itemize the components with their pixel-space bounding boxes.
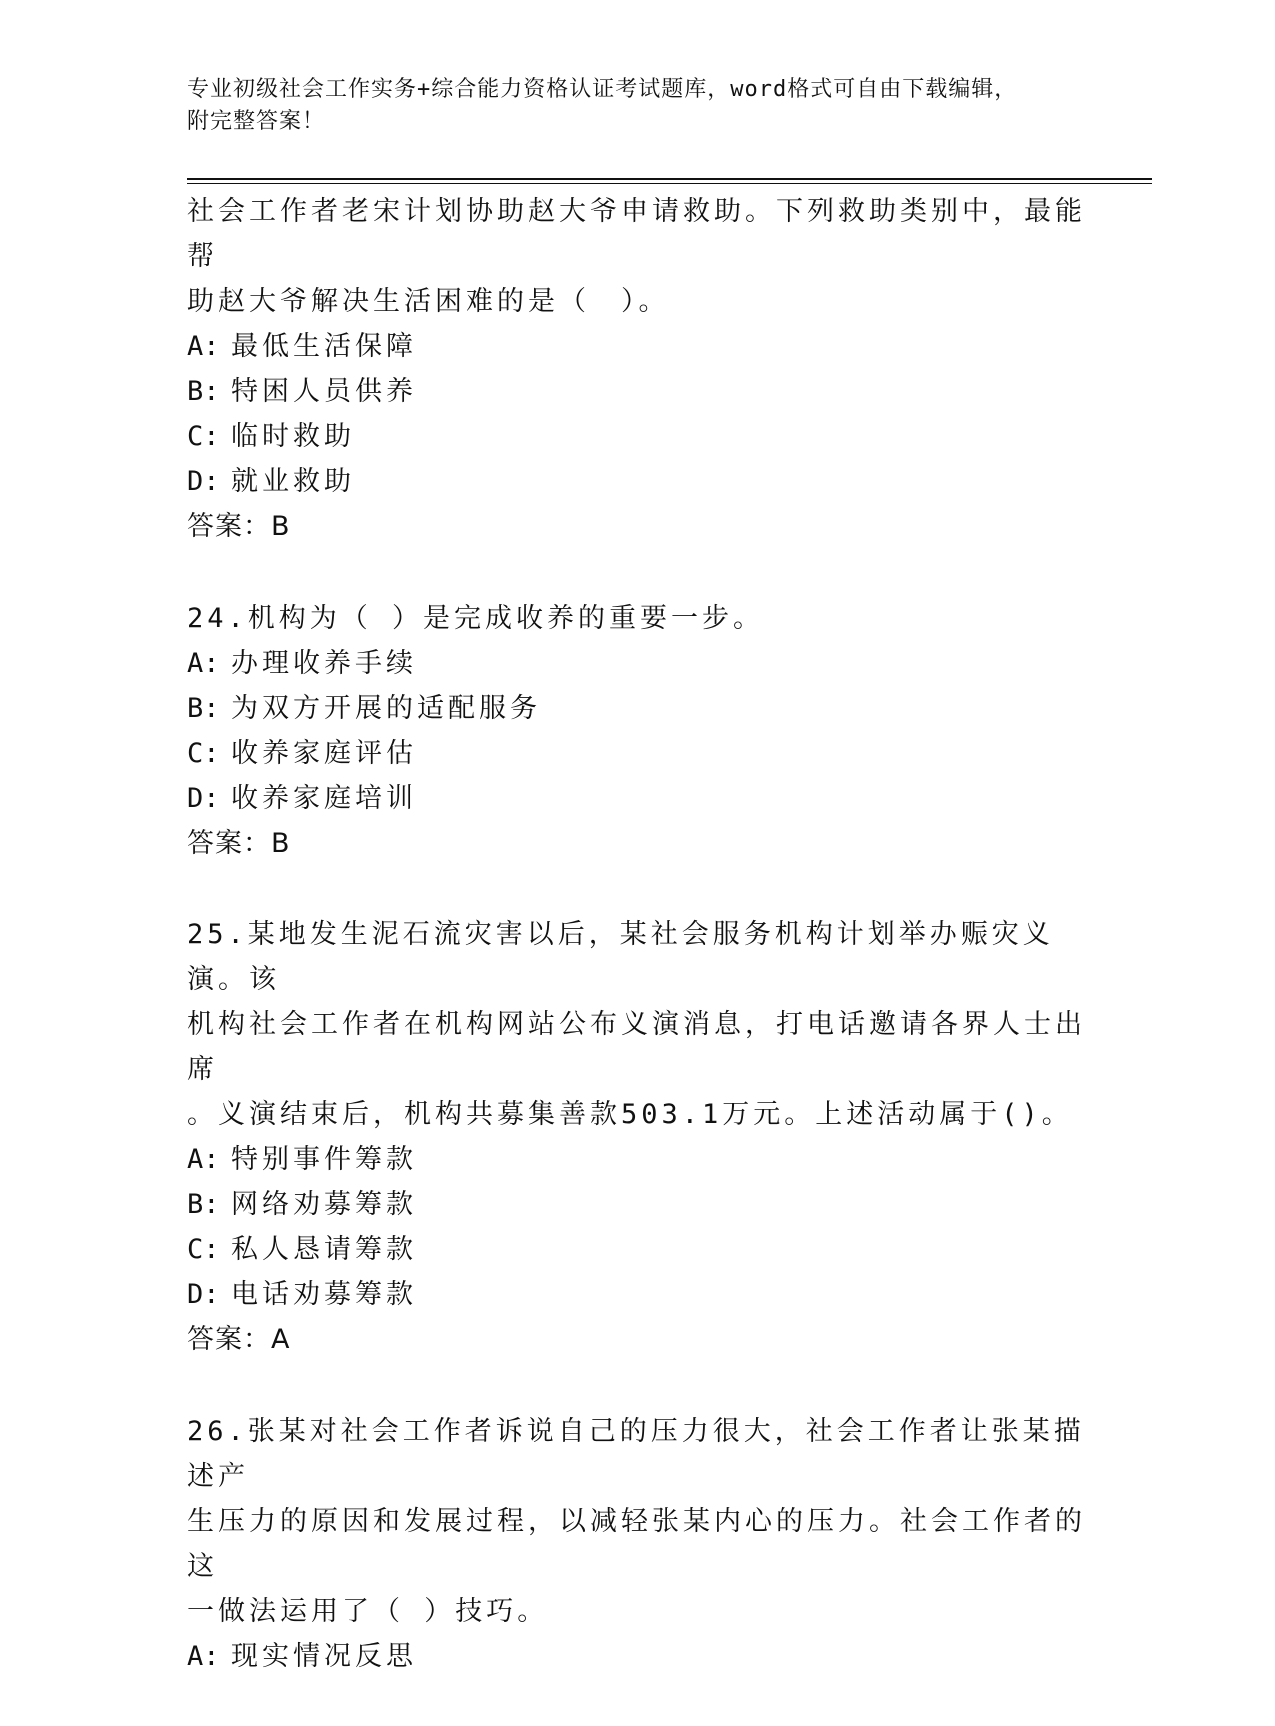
option-text: 特别事件筹款 [231, 1144, 417, 1175]
option-key: C: [187, 738, 220, 769]
option-d [187, 459, 1087, 504]
question-text-line: 助赵大爷解决生活困难的是（ ）。 [187, 286, 670, 317]
option-b [187, 369, 1087, 414]
answer-line: 答案：B [187, 828, 291, 859]
option-key: D: [187, 783, 220, 814]
question-text-line: 。义演结束后，机构共募集善款503.1万元。上述活动属于()。 [187, 1099, 1073, 1130]
option-text: 临时救助 [231, 421, 355, 452]
option-key: A: [187, 1144, 220, 1175]
option-text: 特困人员供养 [231, 376, 417, 407]
option-text: 网络劝募筹款 [231, 1189, 417, 1220]
question-block-25 [187, 912, 1087, 1362]
option-text: 就业救助 [231, 466, 355, 497]
question-text-line: 25.某地发生泥石流灾害以后，某社会服务机构计划举办赈灾义演。该 [187, 919, 1054, 995]
header-divider-thin [187, 183, 1152, 184]
header-line-1: 专业初级社会工作实务+综合能力资格认证考试题库，word格式可自由下载编辑， [187, 77, 1018, 102]
option-a [187, 1634, 1087, 1679]
question-block-26 [187, 1409, 1087, 1679]
option-c [187, 731, 1087, 776]
question-block-23 [187, 189, 1087, 549]
question-text-line: 机构社会工作者在机构网站公布义演消息，打电话邀请各界人士出席 [187, 1009, 1086, 1085]
option-key: B: [187, 693, 220, 724]
option-text: 办理收养手续 [231, 648, 417, 679]
option-a [187, 324, 1087, 369]
option-text: 现实情况反思 [231, 1641, 417, 1672]
option-key: C: [187, 421, 220, 452]
question-text-line: 生压力的原因和发展过程，以减轻张某内心的压力。社会工作者的这 [187, 1506, 1086, 1582]
option-c [187, 414, 1087, 459]
answer-line: 答案：A [187, 1324, 291, 1355]
option-d [187, 1272, 1087, 1317]
header-divider-thick [187, 178, 1152, 180]
question-text-line: 24.机构为（ ）是完成收养的重要一步。 [187, 603, 765, 634]
option-key: D: [187, 466, 220, 497]
option-text: 私人恳请筹款 [231, 1234, 417, 1265]
option-key: A: [187, 331, 220, 362]
question-block-24 [187, 596, 1087, 866]
question-text-line: 26.张某对社会工作者诉说自己的压力很大，社会工作者让张某描述产 [187, 1416, 1085, 1492]
option-text: 电话劝募筹款 [231, 1279, 417, 1310]
option-a [187, 1137, 1087, 1182]
option-key: B: [187, 376, 220, 407]
option-text: 收养家庭培训 [231, 783, 417, 814]
document-header [187, 74, 1087, 138]
option-text: 最低生活保障 [231, 331, 417, 362]
option-b [187, 1182, 1087, 1227]
option-text: 为双方开展的适配服务 [231, 693, 541, 724]
question-list [187, 189, 1087, 1726]
option-key: B: [187, 1189, 220, 1220]
option-c [187, 1227, 1087, 1272]
option-key: A: [187, 1641, 220, 1672]
option-b [187, 686, 1087, 731]
answer-line: 答案：B [187, 511, 291, 542]
option-text: 收养家庭评估 [231, 738, 417, 769]
option-key: D: [187, 1279, 220, 1310]
header-line-2: 附完整答案！ [187, 109, 326, 134]
option-a [187, 641, 1087, 686]
question-text-line: 社会工作者老宋计划协助赵大爷申请救助。下列救助类别中，最能帮 [187, 196, 1086, 272]
option-key: A: [187, 648, 220, 679]
option-d [187, 776, 1087, 821]
option-key: C: [187, 1234, 220, 1265]
question-text-line: 一做法运用了（ ）技巧。 [187, 1596, 549, 1627]
